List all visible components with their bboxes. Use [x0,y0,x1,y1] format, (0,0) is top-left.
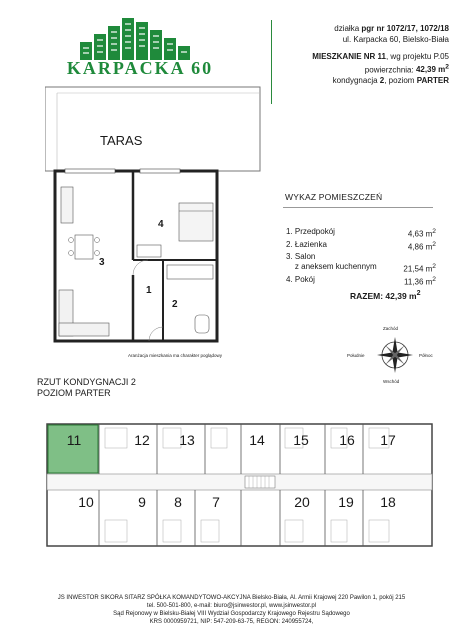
unit-number: 17 [380,432,396,448]
unit-number: 14 [249,432,265,448]
floor-title: RZUT KONDYGNACJI 2 POZIOM PARTER [37,377,136,398]
room-area: 4,63 $m^2$ [407,228,436,239]
parcel-number: pgr nr 1072/17, 1072/18 [361,24,449,33]
total-area: RAZEM: 42,39 $m^2$ [350,289,421,301]
parcel-line: działka pgr nr 1072/17, 1072/18 [334,24,449,33]
compass-left-label: Południe [347,353,365,358]
compass-top-label: Zachód [383,326,399,331]
room-label: 2. Łazienka [286,239,327,249]
property-info [269,24,449,86]
area-value: 42,39 $m^2$ [415,63,449,75]
brand-name: KARPACKA 60 [66,58,214,78]
apartment-line: MIESZKANIE NR 11, wg projektu P.05 [312,52,449,61]
level-line: kondygnacja 2, poziom PARTER [332,75,449,85]
unit-number: 16 [339,432,355,448]
room-label: 3. Salon [286,252,316,262]
unit-number: 8 [174,494,182,510]
unit-number: 20 [294,494,310,510]
room-row [286,252,436,262]
apartment-plan [45,85,263,363]
rooms-list [286,227,436,288]
area-line: powierzchnia: 42,39 $m^2$ [364,63,449,75]
brand-logo [60,18,220,80]
address-line: ul. Karpacka 60, Bielsko-Biała [342,34,449,44]
apartment-number: MIESZKANIE NR 11 [312,52,386,61]
room-number-3: 3 [99,257,105,268]
room-area: 4,86 $m^2$ [407,240,436,252]
rooms-title: WYKAZ POMIESZCZEŃ [285,192,383,202]
unit-number: 12 [134,432,150,448]
unit-number: 13 [179,432,195,448]
room-row [286,240,436,253]
company-footer [0,594,463,626]
room-row [286,227,436,240]
room-label: 4. Pokój [286,274,315,284]
rooms-divider [283,207,433,208]
unit-number: 18 [380,494,396,510]
room-number-4: 4 [158,219,164,230]
unit-number: 7 [212,494,220,510]
unit-number-highlighted: 11 [66,432,82,448]
unit-number: 10 [78,494,94,510]
company-line: JS INWESTOR SIKORA SITARZ SPÓŁKA KOMANDYTOWO-AKCYJNA Bielsko-Biała, Al. Armii Krajowej 220 Pawilon 1, pokój 215 [57,595,406,601]
plan-caption: Aranżacja mieszkania ma charakter poglądowy [127,353,223,358]
compass-right-label: Północ [419,353,433,358]
unit-number: 15 [293,432,309,448]
registry-line: KRS 0000959721, NIP: 547-209-63-75, REGON: 240955724, [149,619,314,625]
room-number-1: 1 [146,285,152,296]
room-row [286,275,436,288]
floor-plan [45,422,435,552]
room-row [286,262,436,275]
room-label: 1. Przedpokój [286,227,335,236]
unit-number: 19 [338,494,354,510]
compass [347,322,437,388]
room-number-2: 2 [172,299,178,310]
level-name: PARTER [416,75,449,85]
contact-line: tel. 500-501-800, e-mail: biuro@jsinwestor.pl, www.jsinwestor.pl [146,603,317,609]
unit-number: 9 [138,494,146,510]
room-label: z aneksem kuchennym [286,262,377,272]
court-line: Sąd Rejonowy w Bielsku-Białej VIII Wydział Gospodarczy Krajowego Rejestru Sądowego [113,611,350,617]
compass-bottom-label: Wschód [383,379,400,384]
room-area: 11,36 $m^2$ [403,275,436,287]
skyline-icon [70,18,210,60]
apartment-plan-drawing [45,85,263,363]
terrace-label: TARAS [100,133,143,148]
room-area: 21,54 $m^2$ [403,263,436,274]
